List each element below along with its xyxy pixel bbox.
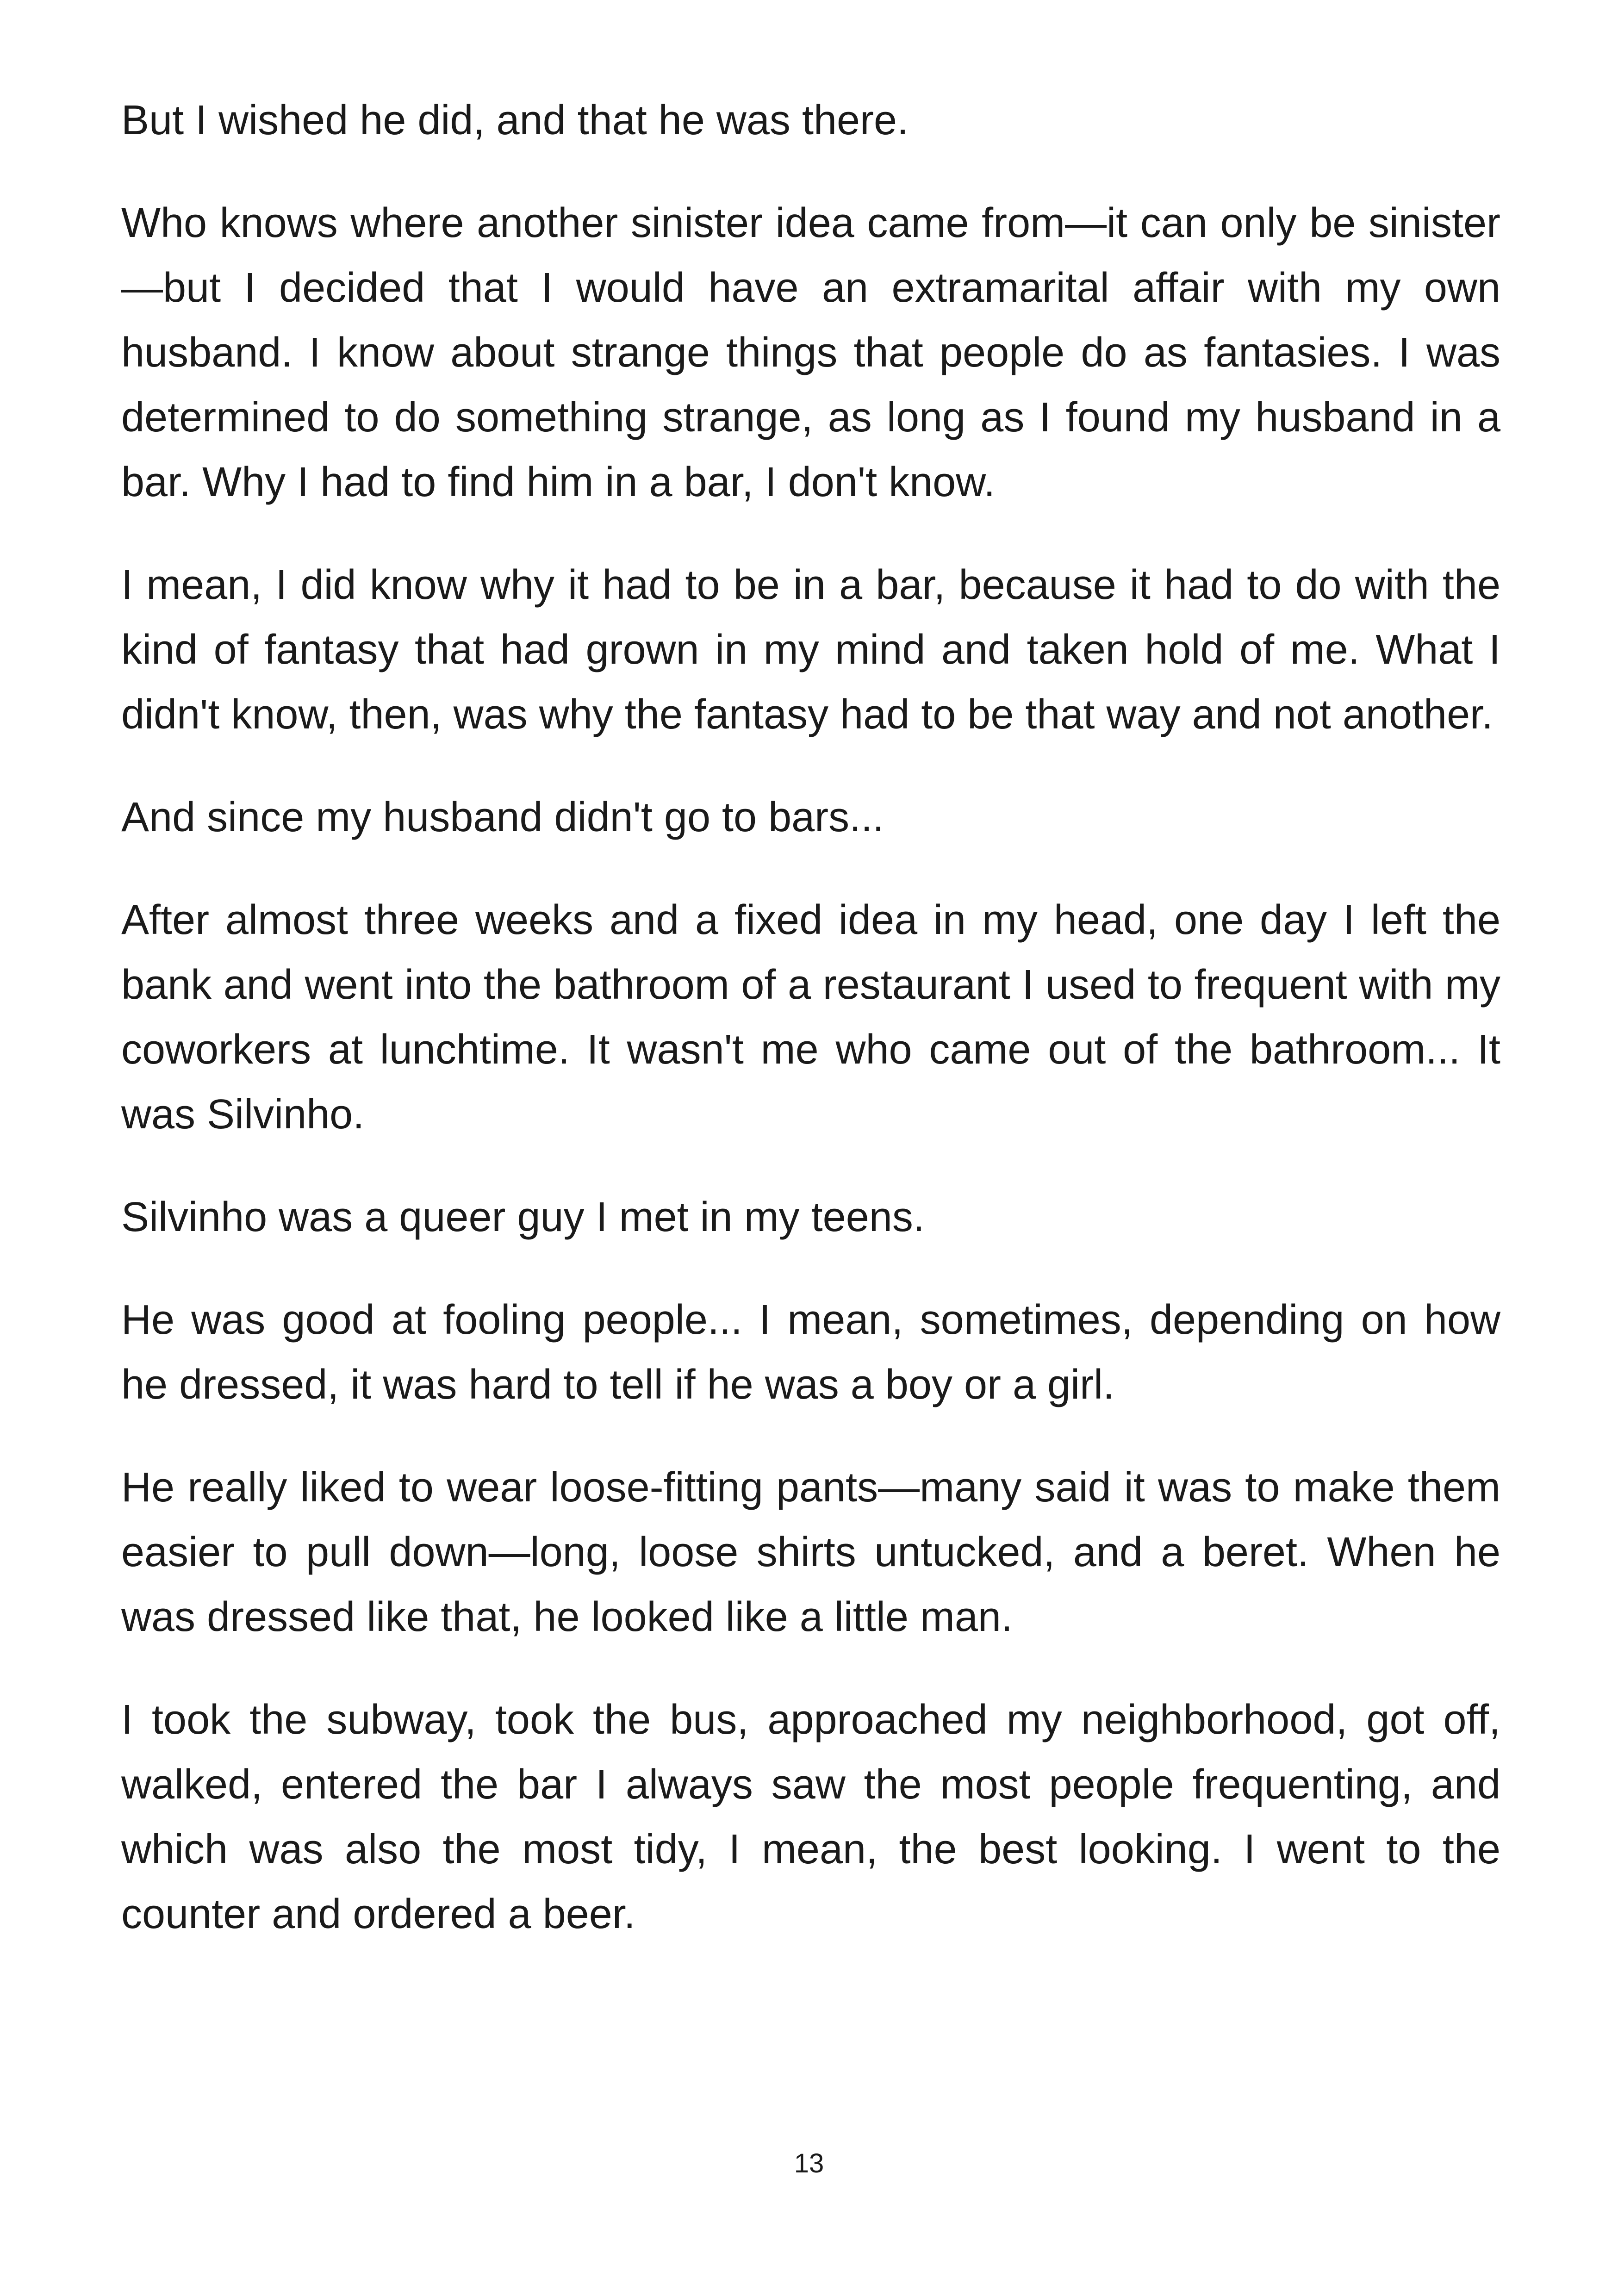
paragraph: Silvinho was a queer guy I met in my teens. [121, 1194, 925, 1240]
paragraph: But I wished he did, and that he was there. [121, 97, 909, 143]
paragraph: He really liked to wear loose-fitting pants—many said it was to make them easier to pull down—long, loose shirts untucked, and a beret. When he was dressed like that, he looked like a little man. [121, 1464, 1500, 1640]
paragraph: After almost three weeks and a fixed idea in my head, one day I left the bank and went into the bathroom of a restaurant I used to frequent with my coworkers at lunchtime. It wasn't me who came out of the bathroom... It was Silvinho. [121, 897, 1500, 1138]
paragraph: And since my husband didn't go to bars... [121, 794, 884, 840]
page-body [121, 88, 1500, 1985]
paragraph: He was good at fooling people... I mean, sometimes, depending on how he dressed, it was hard to tell if he was a boy or a girl. [121, 1297, 1500, 1408]
paragraph: Who knows where another sinister idea came from—it can only be sinister—but I decided that I would have an extramarital affair with my own husband. I know about strange things that people do as fantasies. I was determined to do something strange, as long as I found my husband in a bar. Why I had to find him in a bar, I don't know. [121, 200, 1500, 505]
paragraph: I took the subway, took the bus, approached my neighborhood, got off, walked, entered the bar I always saw the most people frequenting, and which was also the most tidy, I mean, the best looking. I went to the counter and ordered a beer. [121, 1697, 1500, 1937]
page-number: 13 [794, 2148, 824, 2178]
paragraph: I mean, I did know why it had to be in a bar, because it had to do with the kind of fantasy that had grown in my mind and taken hold of me. What I didn't know, then, was why the fantasy had to be that way and not another. [121, 562, 1500, 738]
